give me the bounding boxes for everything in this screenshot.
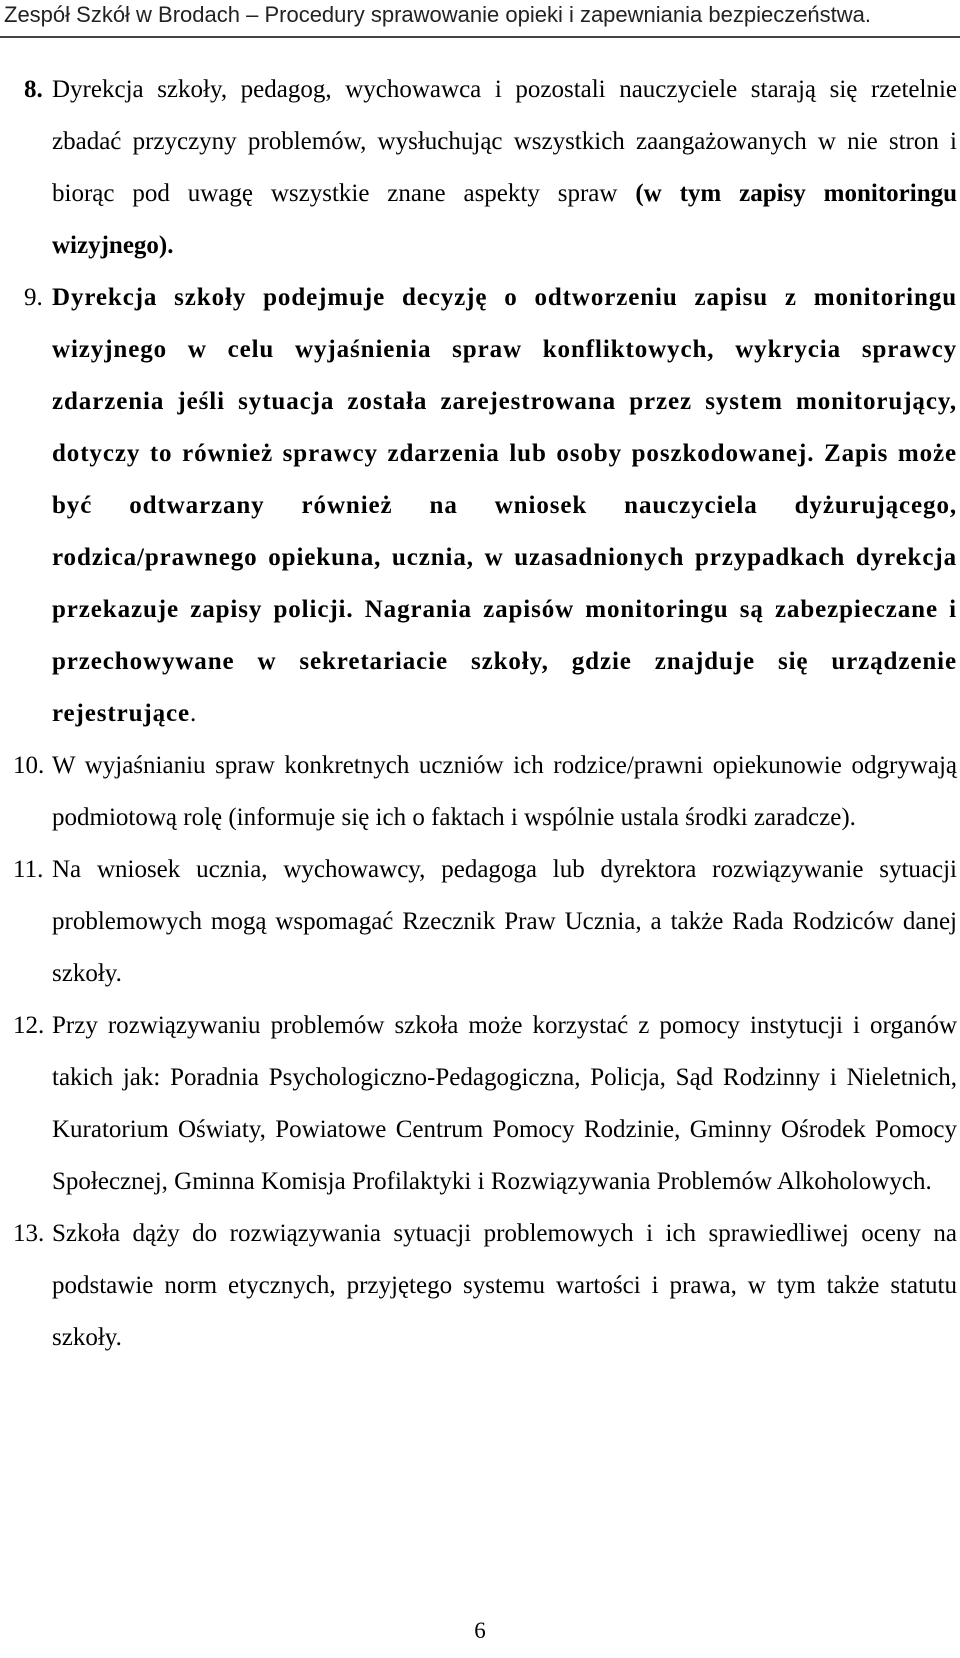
list-item-text: Na wniosek ucznia, wychowawcy, pedagoga lub dyrektora rozwiązywanie sytuacji problemowych mogą wspomagać Rzecznik Praw Ucznia, a także Rada Rodziców danej szkoły. bbox=[52, 856, 957, 987]
list-item-text: Przy rozwiązywaniu problemów szkoła może korzystać z pomocy instytucji i organów takich jak: Poradnia Psychologiczno-Pedagogiczna, Policja, Sąd Rodzinny i Nieletnich, Kuratorium Oświaty, Powiatowe Centrum Pomocy Rodzinie, Gminny Ośrodek Pomocy Społecznej, Gminna Komisja Profilaktyki i Rozwiązywania Problemów Alkoholowych. bbox=[52, 1012, 957, 1195]
list-item-9 bbox=[24, 272, 957, 740]
header-divider bbox=[0, 36, 960, 38]
list-item-13 bbox=[13, 1208, 957, 1364]
list-item-11 bbox=[13, 844, 957, 1000]
list-item-text-regular: Dyrekcja szkoły, pedagog, wychowawca i pozostali nauczyciele starają się rzetelnie zbadać przyczyny problemów, wysłuchując wszystkich zaangażowanych w nie stron i biorąc pod uwagę wszystkie znane aspekty spraw bbox=[52, 76, 957, 207]
list-item-8 bbox=[24, 64, 958, 272]
list-item-text-end: . bbox=[190, 700, 197, 727]
page-number: 6 bbox=[474, 1618, 486, 1643]
list-item-text: W wyjaśnianiu spraw konkretnych uczniów ich rodzice/prawni opiekunowie odgrywają podmiotową rolę (informuje się ich o faktach i wspólnie ustala środki zaradcze). bbox=[52, 752, 957, 831]
list-item-text-bold: Dyrekcja szkoły podejmuje decyzję o odtworzeniu zapisu z monitoringu wizyjnego w celu wyjaśnienia spraw konfliktowych, wykrycia sprawcy zdarzenia jeśli sytuacja została zarejestrowana przez system monitorujący, dotyczy to również sprawcy zdarzenia lub osoby poszkodowanej. Zapis może być odtwarzany również na wniosek nauczyciela dyżurującego, rodzica/prawnego opiekuna, ucznia, w uzasadnionych przypadkach dyrekcja przekazuje zapisy policji. Nagrania zapisów monitoringu są zabezpieczane i przechowywane w sekretariacie szkoły, gdzie znajduje się urządzenie rejestrujące bbox=[52, 284, 957, 727]
list-item-number: 8. bbox=[24, 76, 43, 103]
list-item-number: 13. bbox=[13, 1220, 45, 1247]
list-item-number: 10. bbox=[13, 752, 45, 779]
list-item-number: 9. bbox=[24, 284, 43, 311]
list-item-text bbox=[52, 64, 957, 272]
document-body bbox=[13, 64, 958, 1364]
list-item-text-bold: (w tym zapisy monitoringu wizyjnego). bbox=[52, 180, 958, 259]
list-item-text bbox=[52, 272, 957, 740]
running-header bbox=[0, 0, 960, 30]
list-item-number: 11. bbox=[13, 856, 44, 883]
list-item-number: 12. bbox=[13, 1012, 45, 1039]
header-title: Zespół Szkół w Brodach – Procedury sprawowanie opieki i zapewniania bezpieczeństwa. bbox=[4, 2, 872, 27]
list-item-text: Szkoła dąży do rozwiązywania sytuacji problemowych i ich sprawiedliwej oceny na podstawie norm etycznych, przyjętego systemu wartości i prawa, w tym także statutu szkoły. bbox=[52, 1220, 957, 1351]
list-item-12 bbox=[13, 1000, 957, 1208]
list-item-10 bbox=[13, 740, 957, 844]
